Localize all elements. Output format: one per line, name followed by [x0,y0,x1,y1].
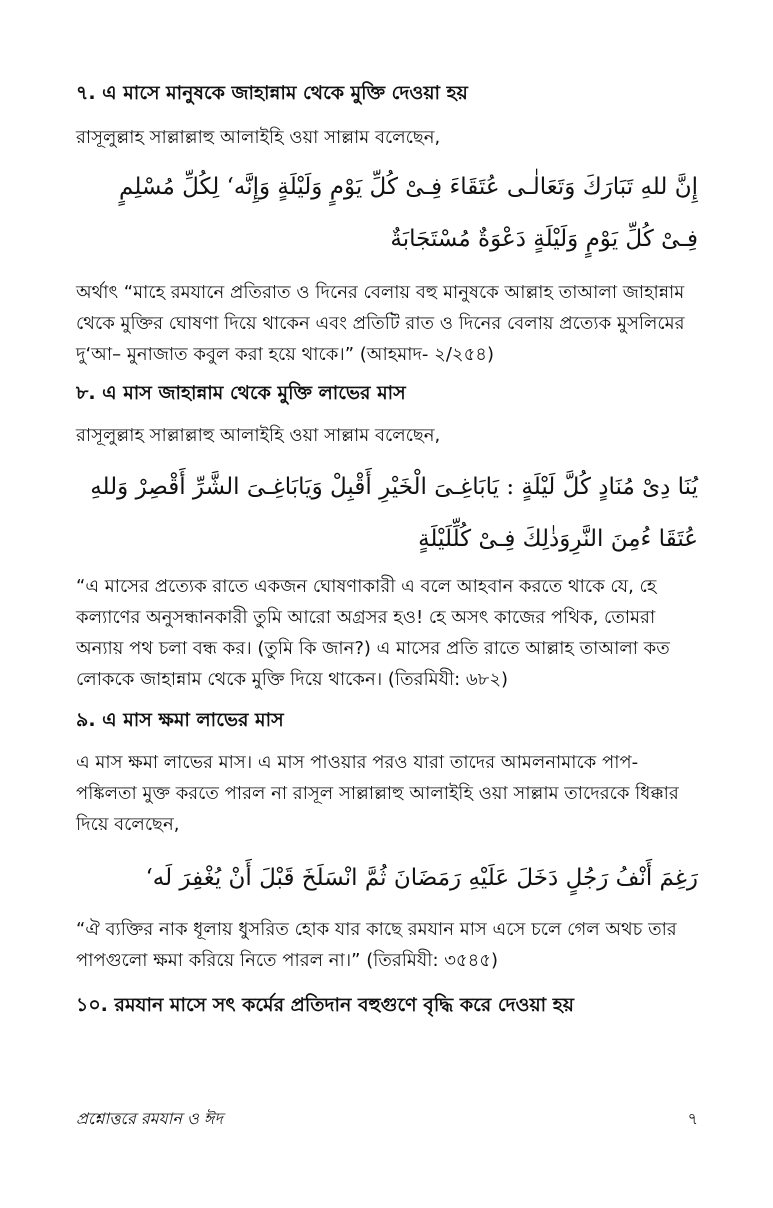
section-7-intro: রাসূলুল্লাহ সাল্লাল্লাহু আলাইহি ওয়া সাল্লাম বলেছেন, [76,127,441,148]
page-content [76,70,698,1020]
page-number: ৭ [687,1109,698,1128]
section-8-arabic-hadith: يُنَا دِىْ مُنَادٍ كُلَّ لَيْلَةٍ : يَابَاغِـىَ الْخَيْرِ أَقْبِلْ وَيَابَاغِـىَ الشَّرِّ أَقْصِرْ وَللهِ عُتَقَا ءُمِنَ النَّرِوَذٰلِكَ فِـىْ كُلِّلَيْلَةٍ [90,474,698,552]
section-8-translation: “এ মাসের প্রত্যেক রাতে একজন ঘোষণাকারী এ বলে আহবান করতে থাকে যে, হে কল্যাণের অনুসন্ধানকারী তুমি আরো অগ্রসর হও! হে অসৎ কাজের পথিক, তোমরা অন্যায় পথ চলা বন্ধ কর। (তুমি কি জান?) এ মাসের প্রতি রাতে আল্লাহ তাআলা কত লোককে জাহান্নাম থেকে মুক্তি দিয়ে থাকেন। (তিরমিযী: ৬৮২) [76,576,670,690]
section-9-arabic-hadith: رَغِمَ أَنْفُ رَجُلٍ دَخَلَ عَلَيْهِ رَمَضَانَ ثُمَّ انْسَلَخَ قَبْلَ أَنْ يُغْفِرَ لَه‘ [145,865,698,891]
footer-book-title: প্রশ্নোত্তরে রমযান ও ঈদ [76,1109,223,1128]
section-8-intro: রাসূলুল্লাহ সাল্লাল্লাহু আলাইহি ওয়া সাল্লাম বলেছেন, [76,425,441,446]
section-9-heading: ৯. এ মাস ক্ষমা লাভের মাস [76,709,284,731]
section-8-heading: ৮. এ মাস জাহান্নাম থেকে মুক্তি লাভের মাস [76,382,406,404]
section-7-heading: ৭. এ মাসে মানুষকে জাহান্নাম থেকে মুক্তি দেওয়া হয় [76,82,468,104]
section-7-arabic-hadith: إِنَّ للهِ تَبَارَكَ وَتَعَالٰـى عُتَقَاءَ فِـىْ كُلِّ يَوْمٍ وَلَيْلَةٍ وَإِنَّه‘ لِكُلِّ مُسْلِمٍ فِـىْ كُلِّ يَوْمٍ وَلَيْلَةٍ دَعْوَةٌ مُسْتَجَابَةٌ [119,174,698,252]
section-7-translation: অর্থাৎ “মাহে রমযানে প্রতিরাত ও দিনের বেলায় বহু মানুষকে আল্লাহ তাআলা জাহান্নাম থেকে মুক্তির ঘোষণা দিয়ে থাকেন এবং প্রতিটি রাত ও দিনের বেলায় প্রত্যেক মুসলিমের দু‘আ– মুনাজাত কবুল করা হয়ে থাকে।” (আহমাদ- ২/২৫৪) [76,282,685,365]
section-10-heading: ১০. রমযান মাসে সৎ কর্মের প্রতিদান বহুগুণে বৃদ্ধি করে দেওয়া হয় [76,994,574,1016]
page-footer [76,1104,698,1134]
section-9-body: এ মাস ক্ষমা লাভের মাস। এ মাস পাওয়ার পরও যারা তাদের আমলনামাকে পাপ-পঙ্কিলতা মুক্ত করতে পারল না রাসূল সাল্লাল্লাহু আলাইহি ওয়া সাল্লাম তাদেরকে ধিক্কার দিয়ে বলেছেন, [76,752,679,835]
section-9-translation: “ঐ ব্যক্তির নাক ধূলায় ধুসরিত হোক যার কাছে রমযান মাস এসে চলে গেল অথচ তার পাপগুলো ক্ষমা করিয়ে নিতে পারল না।” (তিরমিযী: ৩৫৪৫) [76,919,677,971]
